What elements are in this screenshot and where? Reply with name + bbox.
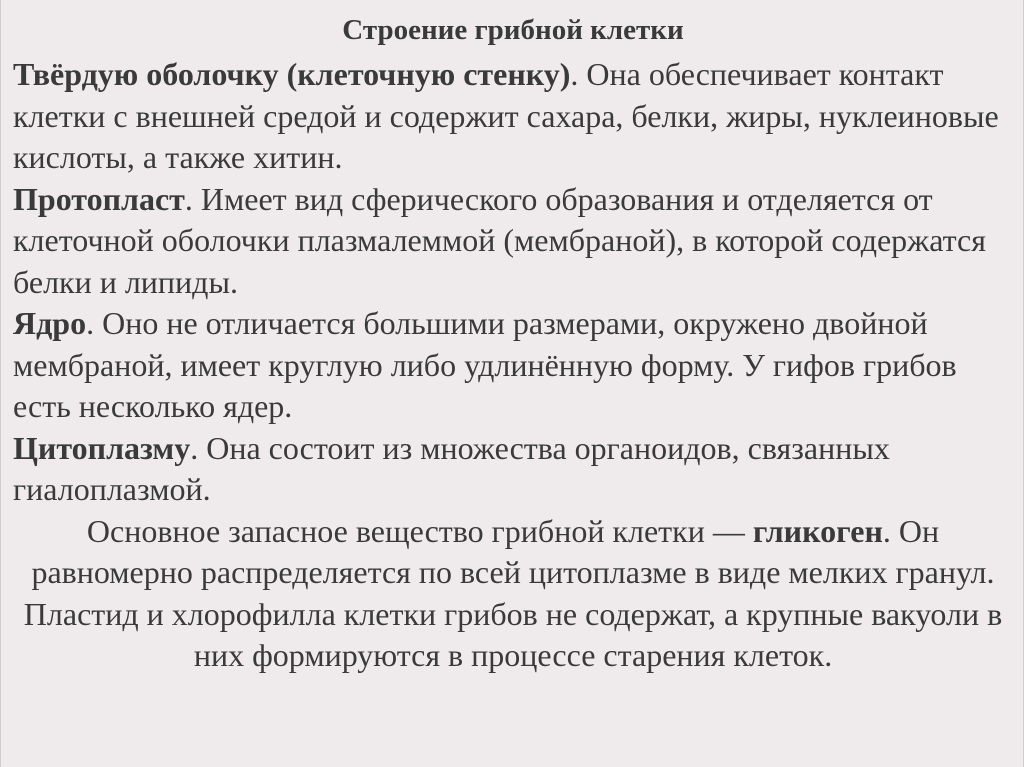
page-title: Строение грибной клетки xyxy=(342,14,684,46)
text-protoplast: . Имеет вид сферического образования и отделяется от клеточной оболочки плазмалеммой (мембраной), в которой содержатся белки и липиды. xyxy=(13,180,986,300)
term-nucleus: Ядро xyxy=(13,305,87,341)
text-cytoplasm: . Она состоит из множества органоидов, связанных гиалоплазмой. xyxy=(13,429,890,507)
glycogen-text-after: . Он равномерно распределяется по всей цитоплазме в виде мелких гранул. xyxy=(31,512,995,590)
paragraph-cytoplasm xyxy=(13,428,1013,511)
term-protoplast: Протопласт xyxy=(13,180,185,217)
term-cell-wall: Твёрдую оболочку (клеточную стенку) xyxy=(13,56,571,92)
paragraph-nucleus xyxy=(13,303,1013,428)
paragraph-cell-wall xyxy=(13,54,1013,179)
text-nucleus: . Оно не отличается большими размерами, окружено двойной мембраной, имеет круглую либо удлинённую форму. У гифов грибов есть несколько ядер. xyxy=(13,305,957,424)
glycogen-text-before: Основное запасное вещество грибной клетки — xyxy=(86,512,753,549)
paragraph-protoplast xyxy=(13,179,1013,304)
paragraph-glycogen xyxy=(13,511,1013,594)
term-cytoplasm: Цитоплазму xyxy=(13,429,191,466)
paragraph-plastids: Пластид и хлорофилла клетки грибов не содержат, а крупные вакуоли в них формируются в процессе старения клеток. xyxy=(23,595,1003,673)
text-cell-wall: . Она обеспечивает контакт клетки с внешней средой и содержит сахара, белки, жиры, нуклеиновые кислоты, а также хитин. xyxy=(13,56,999,175)
slide-body xyxy=(13,54,1013,677)
term-glycogen: гликоген xyxy=(752,512,883,549)
